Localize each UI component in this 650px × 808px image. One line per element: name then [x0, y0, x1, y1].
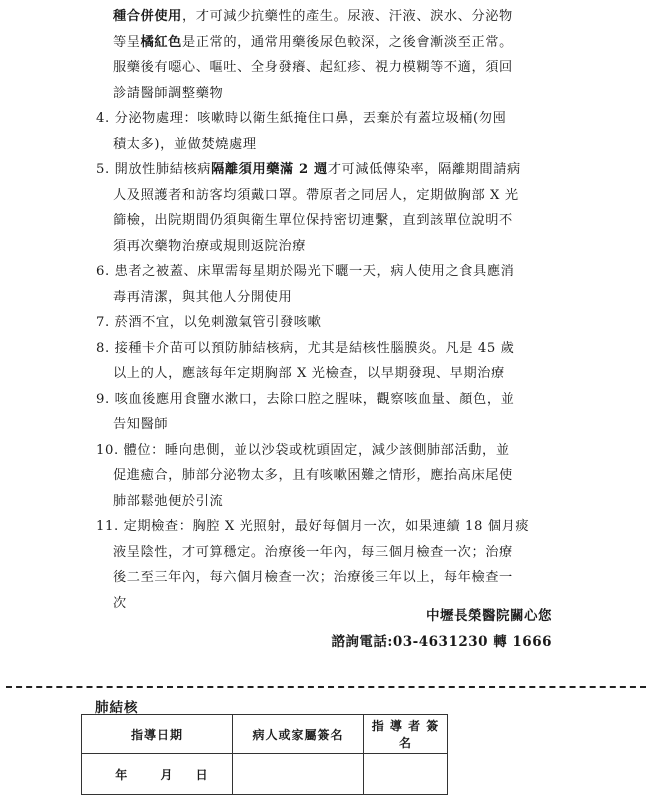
- consult-phone: 諮詢電話:03-4631230 轉 1666: [331, 634, 552, 650]
- text-line: [96, 157, 521, 183]
- text-span: ，才可減少抗藥性的產生。尿液、汗液、淚水、分泌物: [181, 9, 513, 24]
- table-row: [82, 754, 448, 795]
- instructor-signature-cell[interactable]: [364, 754, 448, 795]
- bold-text: 橘紅色: [140, 34, 182, 50]
- text-span: 8. 接種卡介苗可以預防肺結核病，尤其是結核性腦膜炎。凡是 45 歲: [96, 340, 515, 356]
- text-line: [113, 4, 513, 30]
- text-line: [96, 106, 506, 132]
- text-line: [113, 234, 306, 260]
- text-line: [96, 336, 514, 362]
- text-span: 肺部鬆弛便於引流: [113, 493, 224, 509]
- hospital-signoff: 中壢長榮醫院關心您: [426, 608, 552, 624]
- text-span: 6. 患者之被蓋、床單需每星期於陽光下曬一天，病人使用之食具應消: [96, 264, 515, 279]
- bold-text: 種合併使用: [113, 9, 182, 24]
- text-line: [113, 183, 519, 209]
- date-month-label: 月: [160, 767, 174, 782]
- header-guidance-date: 指導日期: [82, 715, 233, 754]
- text-line: [113, 463, 513, 489]
- text-span: 4. 分泌物處理：咳嗽時以衛生紙掩住口鼻，丟棄於有蓋垃圾桶(勿囤: [96, 111, 507, 126]
- text-line: [96, 387, 514, 413]
- text-line: [113, 489, 223, 515]
- text-line: [113, 55, 513, 81]
- text-line: [113, 81, 223, 107]
- date-day-label: 日: [195, 767, 209, 782]
- text-span: 告知醫師: [113, 417, 169, 432]
- text-span: 等呈: [113, 34, 141, 50]
- text-span: 11. 定期檢查：胸腔 X 光照射，最好每個月一次，如果連續 18 個月痰: [96, 519, 530, 534]
- text-line: [113, 412, 168, 438]
- text-line: [113, 285, 292, 311]
- text-line: [113, 208, 513, 234]
- text-span: 服藥後有噁心、嘔吐、全身發癢、起紅疹、視力模糊等不適，須回: [113, 60, 513, 75]
- text-line: [113, 540, 513, 566]
- text-span: 積太多)，並做焚燒處理: [113, 136, 257, 152]
- text-line: [96, 310, 321, 336]
- text-line: [113, 132, 257, 158]
- text-line: [113, 565, 513, 591]
- text-span: 次: [113, 595, 127, 611]
- text-line: [96, 514, 529, 540]
- header-instructor-signature: 指 導 者 簽 名: [364, 715, 448, 754]
- text-line: [96, 259, 514, 285]
- text-span: 診請醫師調整藥物: [113, 85, 224, 101]
- text-span: 10. 體位：睡向患側，並以沙袋或枕頭固定，減少該側肺部活動，並: [96, 442, 510, 458]
- slip-title: 肺結核: [95, 700, 139, 716]
- text-line: [113, 591, 127, 617]
- text-span: 7. 菸酒不宜，以免刺激氣管引發咳嗽: [96, 315, 322, 330]
- text-span: 以上的人，應該每年定期胸部 X 光檢查，以早期發現、早期治療: [113, 366, 505, 381]
- text-span: 是正常的，通常用藥後尿色較深，之後會漸淡至正常。: [181, 34, 513, 50]
- text-span: 毒再清潔，與其他人分開使用: [113, 289, 293, 305]
- text-line: [113, 361, 505, 387]
- header-patient-signature: 病人或家屬簽名: [233, 715, 364, 754]
- text-span: 須再次藥物治療或規則返院治療: [113, 238, 307, 254]
- text-line: [113, 30, 513, 56]
- text-span: 液呈陰性，才可算穩定。治療後一年內，每三個月檢查一次；治療: [113, 544, 513, 560]
- text-span: 才可減低傳染率，隔離期間請病: [327, 162, 521, 177]
- date-year-label: 年: [115, 767, 129, 782]
- patient-signature-cell[interactable]: [233, 754, 364, 795]
- text-span: 9. 咳血後應用食鹽水漱口，去除口腔之腥味，觀察咳血量、顏色，並: [96, 391, 515, 407]
- text-span: 後二至三年內，每六個月檢查一次；治療後三年以上，每年檢查一: [113, 570, 513, 585]
- table-header-row: [82, 715, 448, 754]
- text-line: [96, 438, 510, 464]
- cut-line: [6, 686, 646, 688]
- text-span: 5. 開放性肺結核病: [96, 162, 212, 177]
- text-span: 篩檢，出院期間仍須與衛生單位保持密切連繫，直到該單位說明不: [113, 213, 513, 228]
- date-cell[interactable]: [82, 754, 233, 795]
- bold-text: 隔離須用藥滿 2 週: [211, 162, 328, 177]
- text-span: 促進癒合，肺部分泌物太多，且有咳嗽困難之情形，應抬高床尾使: [113, 468, 513, 483]
- acknowledgement-table: [81, 714, 448, 795]
- text-span: 人及照護者和訪客均須戴口罩。帶原者之同居人，定期做胸部 X 光: [113, 187, 519, 203]
